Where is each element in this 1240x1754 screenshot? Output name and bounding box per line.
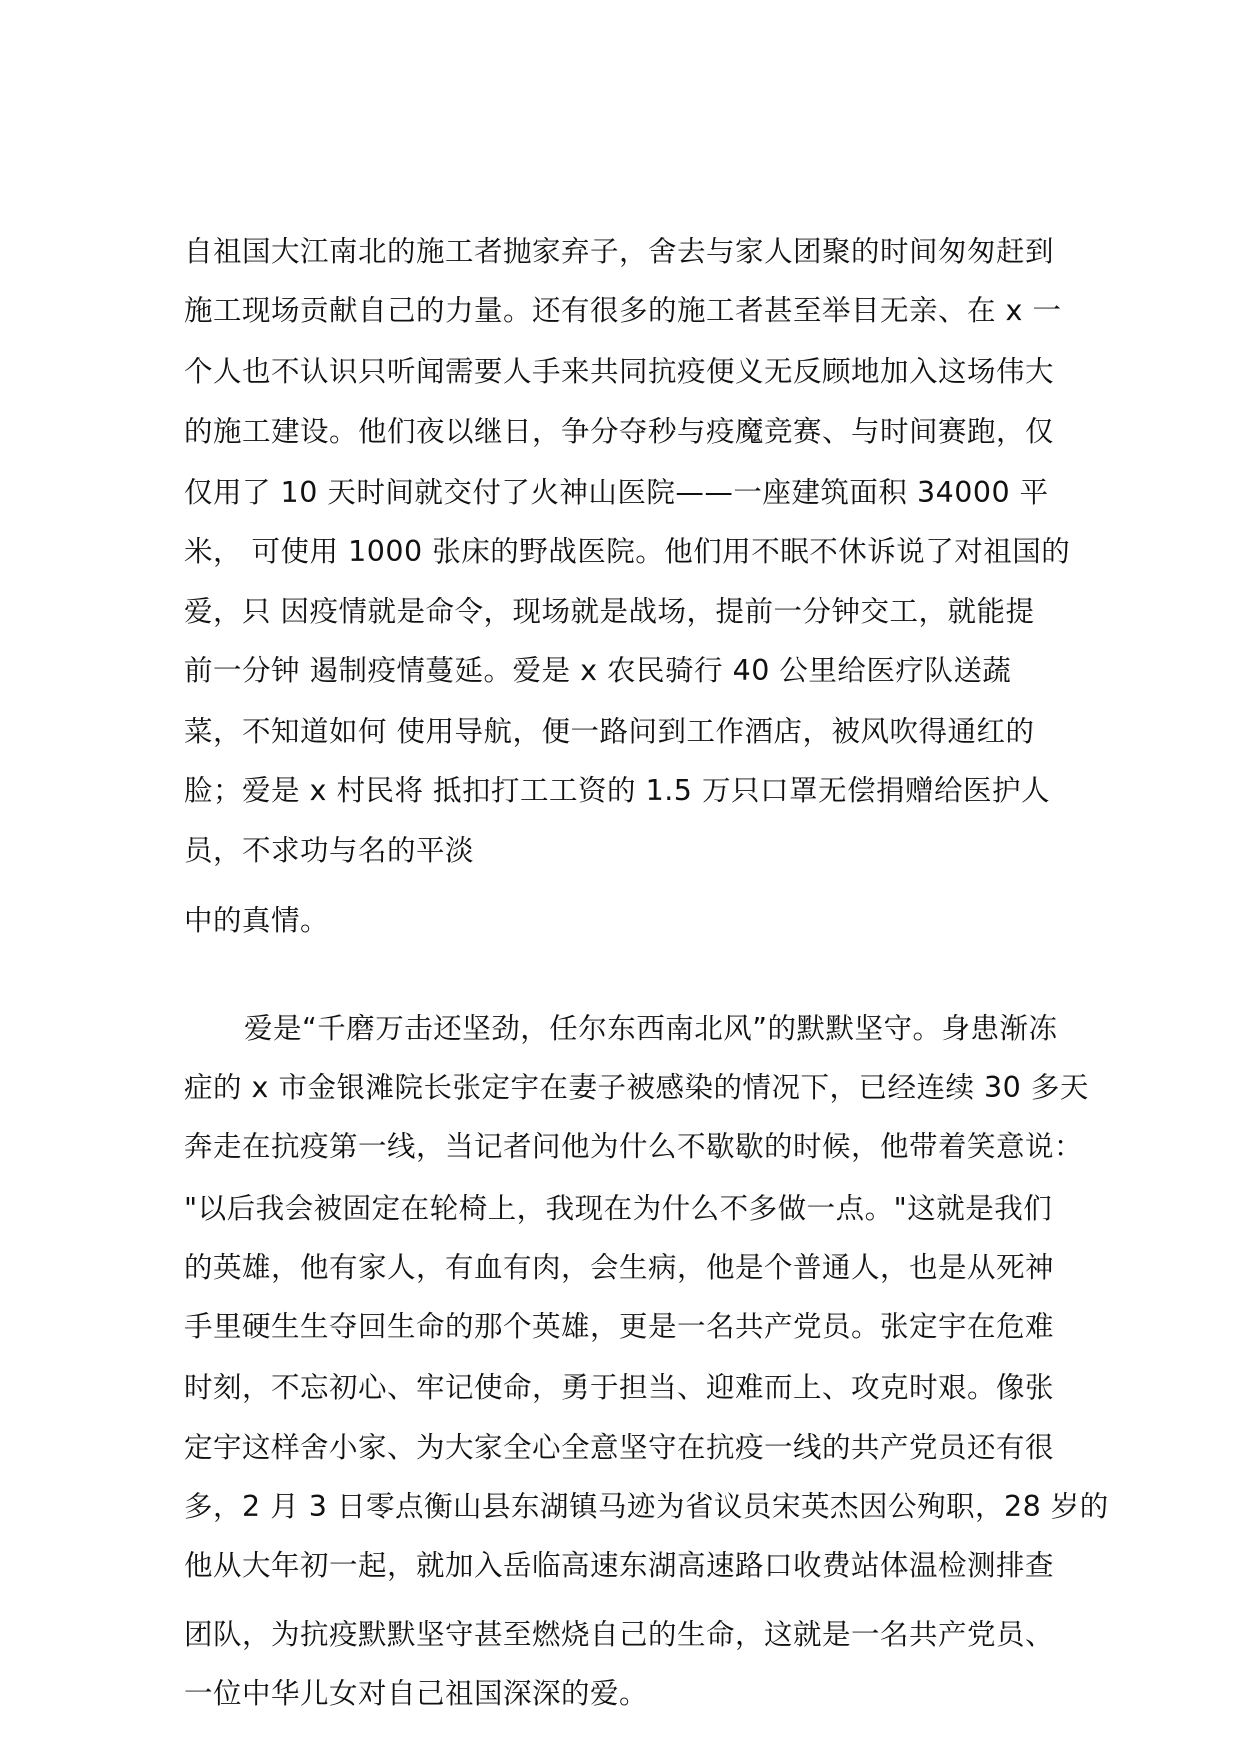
paragraph-2-line: 多，2 月 3 日零点衡山县东湖镇马迹为省议员宋英杰因公殉职，28 岁的 xyxy=(184,1490,1109,1523)
paragraph-2-line: 一位中华儿女对自己祖国深深的爱。 xyxy=(184,1677,649,1710)
paragraph-2-line: 手里硬生生夺回生命的那个英雄，更是一名共产党员。张定宇在危难 xyxy=(184,1310,1055,1344)
paragraph-1-line: 自祖国大江南北的施工者抛家弃子，舍去与家人团聚的时间匆匆赶到 xyxy=(184,235,1055,268)
paragraph-2-line: "以后我会被固定在轮椅上，我现在为什么不多做一点。"这就是我们 xyxy=(184,1191,1053,1225)
paragraph-2-line: 定宇这样舍小家、为大家全心全意坚守在抗疫一线的共产党员还有很 xyxy=(184,1430,1055,1464)
paragraph-1-line: 菜，不知道如何 使用导航，便一路问到工作酒店，被风吹得通红的 xyxy=(184,715,1035,749)
paragraph-1-line: 仅用了 10 天时间就交付了火神山医院——一座建筑面积 34000 平 xyxy=(184,475,1049,509)
paragraph-1-line: 施工现场贡献自己的力量。还有很多的施工者甚至举目无亲、在 x 一 xyxy=(184,294,1062,328)
paragraph-1-line: 脸；爱是 x 村民将 抵扣打工工资的 1.5 万只口罩无偿捐赠给医护人 xyxy=(184,774,1050,808)
paragraph-2-line: 爱是“千磨万击还坚劲，任尔东西南北风”的默默坚守。身患渐冻 xyxy=(244,1011,1058,1045)
paragraph-1-line: 前一分钟 遏制疫情蔓延。爱是 x 农民骑行 40 公里给医疗队送蔬 xyxy=(184,653,1012,687)
paragraph-1-line: 爱，只 因疫情就是命令，现场就是战场，提前一分钟交工，就能提 xyxy=(184,594,1035,628)
paragraph-2-line: 奔走在抗疫第一线，当记者问他为什么不歇歇的时候，他带着笑意说： xyxy=(184,1130,1084,1164)
paragraph-2-line: 症的 x 市金银滩院长张定宇在妻子被感染的情况下，已经连续 30 多天 xyxy=(184,1071,1089,1105)
paragraph-2-line: 他从大年初一起，就加入岳临高速东湖高速路口收费站体温检测排查 xyxy=(184,1549,1055,1583)
paragraph-2-line: 时刻，不忘初心、牢记使命，勇于担当、迎难而上、攻克时艰。像张 xyxy=(184,1371,1055,1405)
paragraph-2-line: 团队，为抗疫默默坚守甚至燃烧自己的生命，这就是一名共产党员、 xyxy=(184,1617,1055,1651)
paragraph-1-line: 中的真情。 xyxy=(184,903,330,937)
paragraph-1-line: 员，不求功与名的平淡 xyxy=(184,833,475,867)
paragraph-1-line: 个人也不认识只听闻需要人手来共同抗疫便义无反顾地加入这场伟大 xyxy=(184,355,1055,389)
paragraph-1-line: 的施工建设。他们夜以继日，争分夺秒与疫魔竞赛、与时间赛跑，仅 xyxy=(184,414,1055,448)
paragraph-1-line: 米， 可使用 1000 张床的野战医院。他们用不眠不休诉说了对祖国的 xyxy=(184,535,1071,569)
paragraph-2-line: 的英雄，他有家人，有血有肉，会生病，他是个普通人，也是从死神 xyxy=(184,1250,1055,1284)
